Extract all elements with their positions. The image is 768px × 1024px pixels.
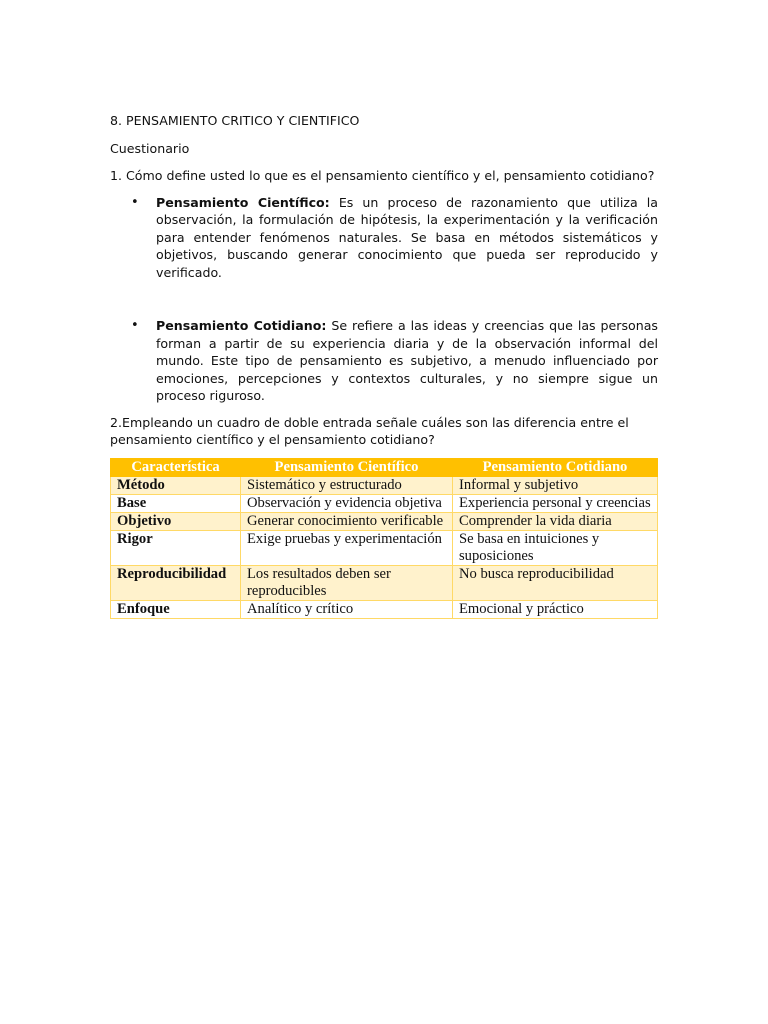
row-header-cell: Objetivo [111,512,241,530]
table-row [111,600,658,618]
table-cell: Exige pruebas y experimentación [241,530,453,565]
table-cell: Informal y subjetivo [453,476,658,494]
table-cell: Los resultados deben ser reproducibles [241,565,453,600]
row-header-cell: Enfoque [111,600,241,618]
definition-text: Es un proceso de razonamiento que utiliza la observación, la formulación de hipótesis, la experimentación y la verificación para entender fenómenos naturales. Se basa en métodos sistemáticos y objetivos, buscando generar conocimiento que pueda ser reproducido y verificado. [156,194,658,280]
column-header: Pensamiento Científico [241,458,453,476]
row-header-cell: Método [111,476,241,494]
section-subheading: Cuestionario [110,140,190,156]
table-cell: Experiencia personal y creencias [453,494,658,512]
row-header-cell: Rigor [111,530,241,565]
question-1: 1. Cómo define usted lo que es el pensamiento científico y el, pensamiento cotidiano? [110,168,655,183]
list-item [110,194,658,282]
document-body [110,112,658,619]
definition-term: Pensamiento Cotidiano: [156,318,327,333]
table-row [111,530,658,565]
section-heading: 8. PENSAMIENTO CRITICO Y CIENTIFICO [110,113,360,128]
definitions-list [110,194,658,405]
table-cell: Generar conocimiento verificable [241,512,453,530]
row-header-cell: Reproducibilidad [111,565,241,600]
row-header-cell: Base [111,494,241,512]
table-cell: Observación y evidencia objetiva [241,494,453,512]
column-header: Característica [111,458,241,476]
table-cell: Emocional y práctico [453,600,658,618]
definition-text: Se refiere a las ideas y creencias que las personas forman a partir de su experiencia diaria y de la observación informal del mundo. Este tipo de pensamiento es subjetivo, a menudo influenciado por emociones, percepciones y contextos culturales, y no siempre sigue un proceso riguroso. [156,318,658,403]
table-cell: No busca reproducibilidad [453,565,658,600]
question-2: 2.Empleando un cuadro de doble entrada señale cuáles son las diferencia entre el pensamiento científico y el pensamiento cotidiano? [110,414,629,447]
definition-term: Pensamiento Científico: [156,194,330,210]
table-cell: Sistemático y estructurado [241,476,453,494]
table-row [111,494,658,512]
table-row [111,476,658,494]
list-item [110,317,658,405]
column-header: Pensamiento Cotidiano [453,458,658,476]
table-cell: Comprender la vida diaria [453,512,658,530]
bullet-icon: • [131,318,139,333]
bullet-icon: • [131,194,139,210]
table-row [111,565,658,600]
table-cell: Analítico y crítico [241,600,453,618]
table-cell: Se basa en intuiciones y suposiciones [453,530,658,565]
comparison-table [110,458,658,619]
table-row [111,512,658,530]
table-header-row [111,458,658,476]
